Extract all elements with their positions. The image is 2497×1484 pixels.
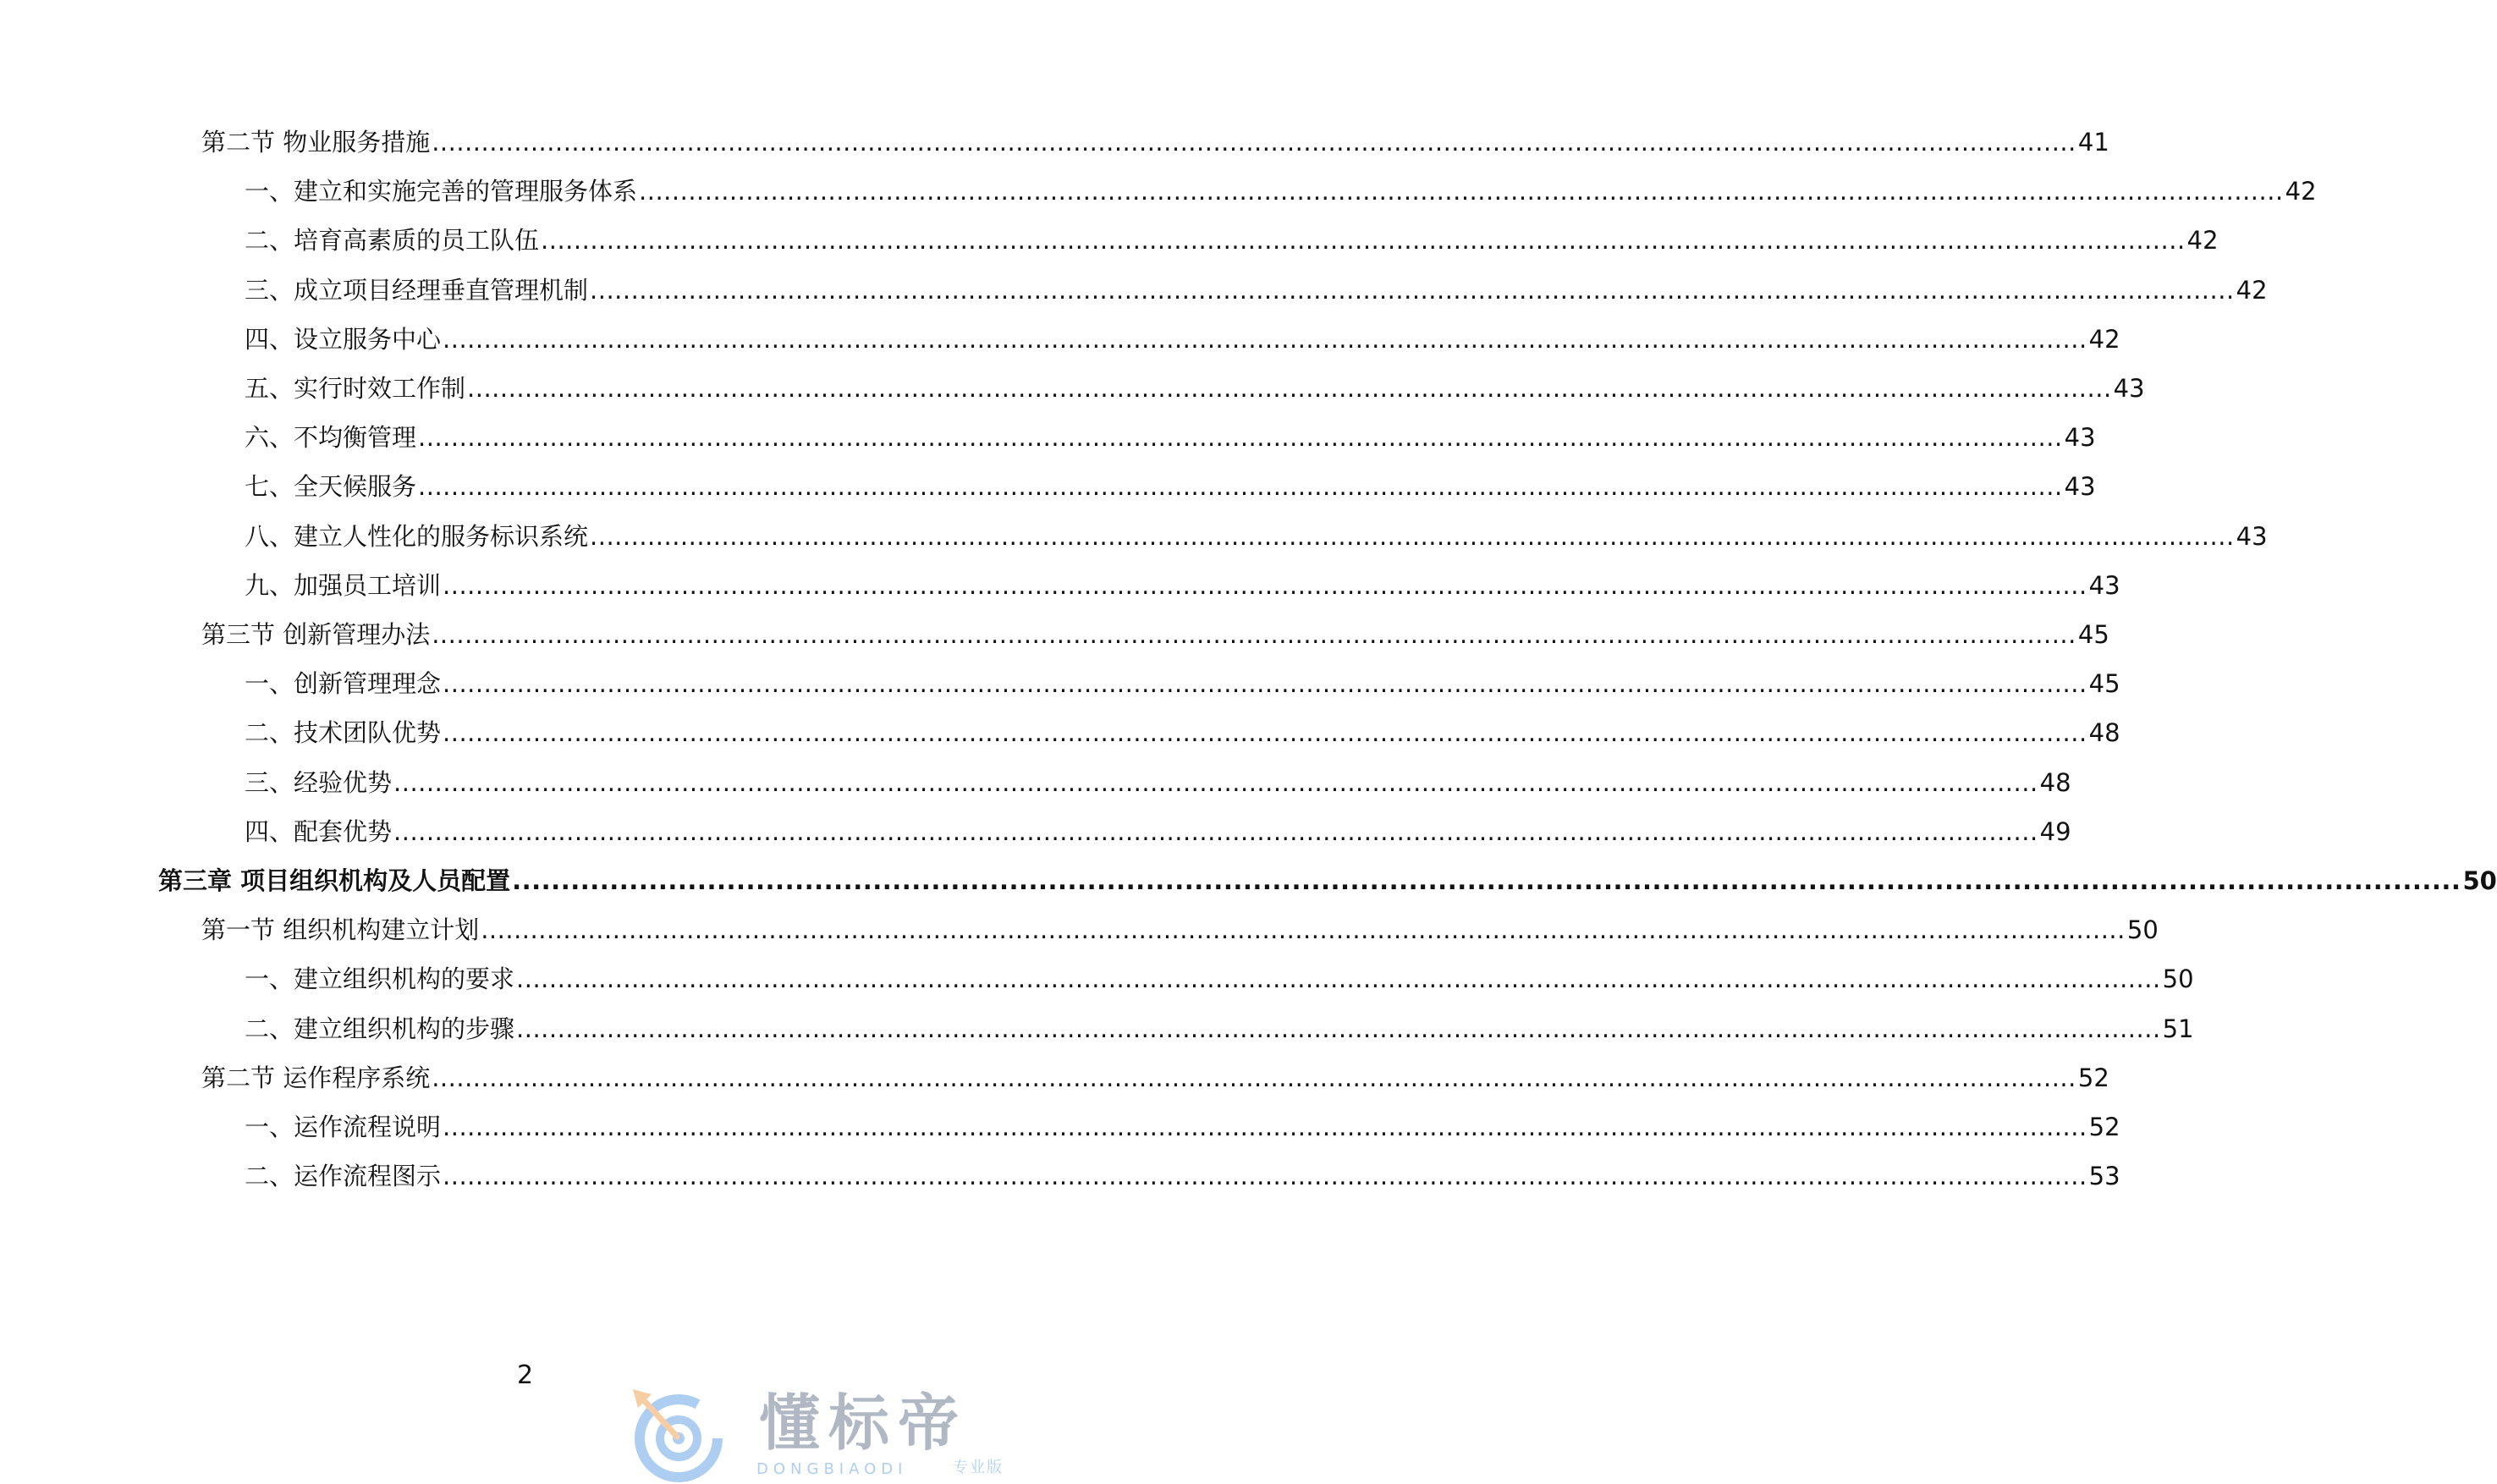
toc-entry-page: 43 <box>2236 522 2268 551</box>
toc-entry-title: 第二节 物业服务措施 <box>201 128 431 157</box>
toc-entry[interactable] <box>245 1108 2120 1146</box>
toc-entry-page: 50 <box>2126 915 2159 944</box>
toc-entry-page: 48 <box>2088 718 2120 747</box>
toc-entry-page: 42 <box>2088 325 2120 354</box>
toc-entry-page: 45 <box>2088 669 2120 698</box>
toc-entry-title: 第二节 运作程序系统 <box>201 1064 431 1092</box>
toc-dot-leader: ........................................................................................................................................................................................................ <box>443 718 2087 747</box>
toc-entry[interactable] <box>245 468 2096 505</box>
toc-entry[interactable] <box>245 370 2145 407</box>
toc-entry[interactable] <box>245 518 2268 555</box>
toc-entry-page: 48 <box>2039 768 2071 797</box>
page-number: 2 <box>516 1360 534 1390</box>
toc-entry-title: 二、建立组织机构的步骤 <box>245 1014 515 1043</box>
watermark <box>630 1386 1036 1484</box>
toc-dot-leader: ........................................................................................................................................................................................................ <box>432 620 2076 649</box>
toc-entry-page: 51 <box>2162 1014 2194 1043</box>
toc-dot-leader: ........................................................................................................................................................................................................ <box>418 472 2063 501</box>
toc-entry[interactable] <box>245 960 2194 998</box>
toc-entry[interactable] <box>245 764 2071 801</box>
toc-entry-title: 第三节 创新管理办法 <box>201 620 431 649</box>
toc-entry[interactable] <box>245 813 2071 850</box>
toc-entry[interactable] <box>245 1157 2120 1195</box>
toc-entry-title: 一、创新管理理念 <box>245 669 442 698</box>
toc-entry-page: 50 <box>2162 965 2194 993</box>
toc-entry-title: 三、成立项目经理垂直管理机制 <box>245 276 589 305</box>
toc-dot-leader: ........................................................................................................................................................................................................ <box>541 226 2186 255</box>
toc-entry-title: 六、不均衡管理 <box>245 423 417 452</box>
toc-entry-title: 二、培育高素质的员工队伍 <box>245 226 540 255</box>
toc-dot-leader: ........................................................................................................................................................................................................ <box>590 276 2235 305</box>
toc-entry-title: 八、建立人性化的服务标识系统 <box>245 522 589 551</box>
toc-entry[interactable] <box>245 1010 2194 1047</box>
toc-entry-page: 50 <box>2462 866 2497 895</box>
toc-entry[interactable] <box>201 124 2109 161</box>
toc-dot-leader: ........................................................................................................................................................................................................ <box>443 1113 2087 1141</box>
toc-dot-leader: ........................................................................................................................................................................................................ <box>432 128 2076 157</box>
toc-entry[interactable] <box>245 272 2268 309</box>
toc-entry-page: 52 <box>2077 1064 2109 1092</box>
toc-entry[interactable] <box>245 222 2219 259</box>
toc-entry-title: 二、运作流程图示 <box>245 1162 442 1190</box>
toc-dot-leader: ........................................................................................................................................................................................................ <box>516 965 2161 993</box>
toc-dot-leader: ........................................................................................................................................................................................................ <box>443 1162 2087 1190</box>
toc-entry-page: 45 <box>2077 620 2109 649</box>
toc-entry-title: 第一节 组织机构建立计划 <box>201 915 480 944</box>
toc-dot-leader: ........................................................................................................................................................................................................ <box>639 177 2284 206</box>
toc-entry[interactable] <box>245 419 2096 456</box>
toc-entry-page: 53 <box>2088 1162 2120 1190</box>
toc-entry[interactable] <box>201 1059 2109 1097</box>
toc-dot-leader: ........................................................................................................................................................................................................ <box>443 571 2087 600</box>
toc-dot-leader: ........................................................................................................................................................................................................ <box>467 374 2112 403</box>
toc-entry-title: 四、设立服务中心 <box>245 325 442 354</box>
toc-entry-page: 52 <box>2088 1113 2120 1141</box>
watermark-brand: 懂标帝 <box>759 1388 968 1459</box>
toc-entry[interactable] <box>245 567 2120 604</box>
toc-dot-leader: ........................................................................................................................................................................................................ <box>443 669 2087 698</box>
toc-dot-leader: ........................................................................................................................................................................................................ <box>590 522 2235 551</box>
toc-entry-title: 第三章 项目组织机构及人员配置 <box>158 866 511 895</box>
toc-entry[interactable] <box>158 862 2497 899</box>
toc-dot-leader: ........................................................................................................................................................................................................ <box>512 866 2461 895</box>
toc-entry-title: 三、经验优势 <box>245 768 393 797</box>
toc-entry-title: 九、加强员工培训 <box>245 571 442 600</box>
toc-entry-page: 43 <box>2064 423 2096 452</box>
toc-entry-page: 41 <box>2077 128 2109 157</box>
toc-dot-leader: ........................................................................................................................................................................................................ <box>516 1014 2161 1043</box>
toc-entry-title: 四、配套优势 <box>245 817 393 846</box>
toc-entry-title: 一、建立组织机构的要求 <box>245 965 515 993</box>
target-logo-icon <box>630 1386 731 1484</box>
watermark-edition: 专业版 <box>953 1459 1004 1476</box>
toc-entry-page: 43 <box>2088 571 2120 600</box>
toc-entry-page: 49 <box>2039 817 2071 846</box>
toc-entry-page: 42 <box>2285 177 2317 206</box>
toc-entry[interactable] <box>201 616 2109 653</box>
toc-entry[interactable] <box>245 173 2317 210</box>
toc-entry[interactable] <box>245 665 2120 702</box>
toc-dot-leader: ........................................................................................................................................................................................................ <box>418 423 2063 452</box>
toc-dot-leader: ........................................................................................................................................................................................................ <box>443 325 2087 354</box>
toc-entry-title: 五、实行时效工作制 <box>245 374 466 403</box>
toc-dot-leader: ........................................................................................................................................................................................................ <box>481 915 2126 944</box>
toc-dot-leader: ........................................................................................................................................................................................................ <box>432 1064 2076 1092</box>
toc-entry[interactable] <box>201 911 2159 948</box>
toc-entry[interactable] <box>245 714 2120 751</box>
toc-entry[interactable] <box>245 321 2120 358</box>
toc-dot-leader: ........................................................................................................................................................................................................ <box>393 768 2038 797</box>
toc-entry-page: 42 <box>2236 276 2268 305</box>
toc-entry-title: 一、建立和实施完善的管理服务体系 <box>245 177 638 206</box>
toc-entry-page: 43 <box>2113 374 2145 403</box>
toc-entry-page: 43 <box>2064 472 2096 501</box>
toc-entry-title: 七、全天候服务 <box>245 472 417 501</box>
toc-entry-page: 42 <box>2186 226 2219 255</box>
toc-entry-title: 一、运作流程说明 <box>245 1113 442 1141</box>
watermark-pinyin: DONGBIAODI <box>756 1460 908 1478</box>
toc-entry-title: 二、技术团队优势 <box>245 718 442 747</box>
toc-dot-leader: ........................................................................................................................................................................................................ <box>393 817 2038 846</box>
